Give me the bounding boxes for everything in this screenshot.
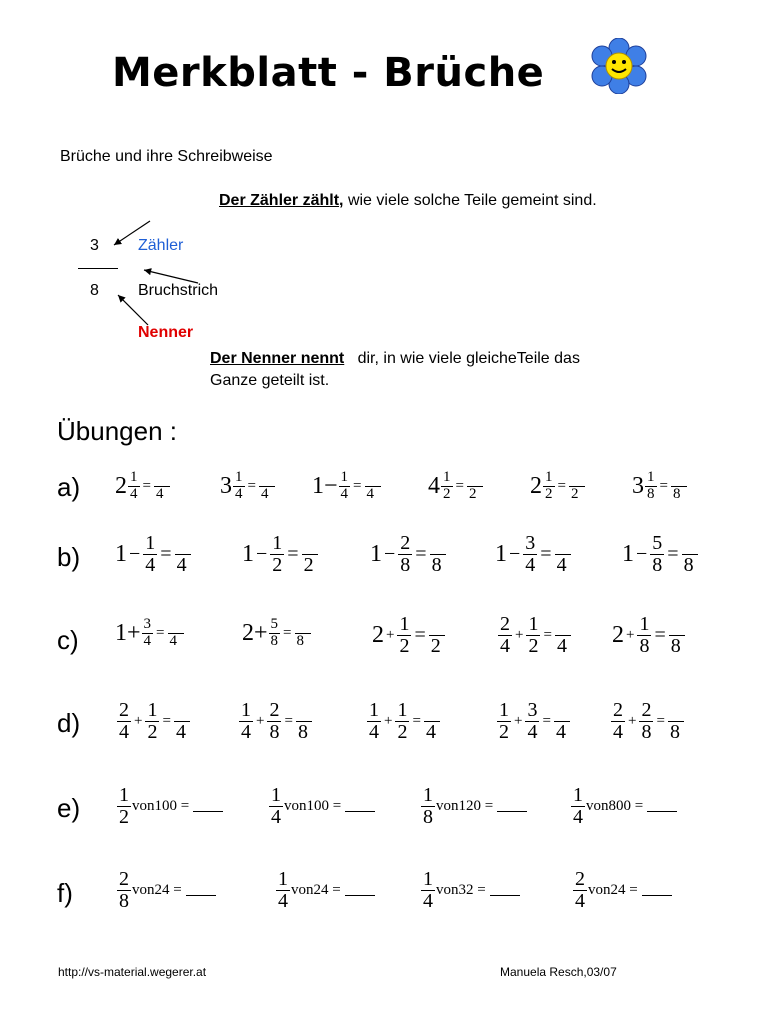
zaehler-text: wie viele solche Teile gemeint sind. bbox=[347, 192, 597, 209]
arrow-to-bar bbox=[144, 270, 198, 283]
exercise-d3: $\frac{1}{4}$ + $\frac{1}{2}$ = 4 bbox=[366, 700, 441, 743]
exercise-c1: 1+ $\frac{3}{4}$ = 4 bbox=[115, 617, 185, 650]
exercises-heading: Übungen : bbox=[57, 416, 177, 446]
flower-smiley-icon bbox=[588, 38, 650, 94]
example-denominator: 8 bbox=[90, 282, 99, 299]
exercise-e3: $\frac{1}{8}$ von120 = bbox=[420, 785, 527, 828]
exercise-a6: 3 $\frac{1}{8}$ = 8 bbox=[632, 470, 688, 503]
exercise-e2: $\frac{1}{4}$ von100 = bbox=[268, 785, 375, 828]
row-label-d: d) bbox=[57, 708, 81, 738]
arrow-to-denominator bbox=[118, 295, 148, 325]
label-bruchstrich: Bruchstrich bbox=[138, 282, 219, 299]
nenner-text-2: Ganze geteilt ist. bbox=[210, 372, 330, 389]
exercise-b3: 1 − $\frac{2}{8}$ = 8 bbox=[370, 533, 447, 576]
exercise-b4: 1 − $\frac{3}{4}$ = 4 bbox=[495, 533, 572, 576]
zaehler-bold: Der Zähler zählt, bbox=[219, 192, 344, 209]
exercise-f2: $\frac{1}{4}$ von24 = bbox=[275, 869, 375, 912]
page-title: Merkblatt - Brüche bbox=[112, 50, 545, 96]
row-label-a: a) bbox=[57, 472, 81, 502]
label-zaehler: Zähler bbox=[138, 237, 184, 254]
nenner-bold: Der Nenner nennt bbox=[210, 350, 345, 367]
exercise-a3: 1− $\frac{1}{4}$ = 4 bbox=[312, 470, 382, 503]
exercise-a2: 3 $\frac{1}{4}$ = 4 bbox=[220, 470, 276, 503]
footer-author: Manuela Resch,03/07 bbox=[500, 965, 617, 979]
exercise-a4: 4 $\frac{1}{2}$ = 2 bbox=[428, 470, 484, 503]
exercise-e4: $\frac{1}{4}$ von800 = bbox=[570, 785, 677, 828]
label-nenner: Nenner bbox=[138, 324, 194, 341]
arrows-diagram bbox=[100, 215, 210, 335]
subtitle: Brüche und ihre Schreibweise bbox=[60, 148, 273, 165]
exercise-c2: 2+ $\frac{5}{8}$ = 8 bbox=[242, 617, 312, 650]
nenner-explanation bbox=[210, 348, 580, 392]
footer-url: http://vs-material.wegerer.at bbox=[58, 965, 207, 979]
row-label-e: e) bbox=[57, 793, 81, 823]
exercise-a5: 2 $\frac{1}{2}$ = 2 bbox=[530, 470, 586, 503]
row-label-b: b) bbox=[57, 542, 81, 572]
exercise-c5: 2 + $\frac{1}{8}$ = 8 bbox=[612, 614, 686, 657]
exercise-f4: $\frac{2}{4}$ von24 = bbox=[572, 869, 672, 912]
arrow-to-numerator bbox=[114, 221, 150, 245]
exercise-e1: $\frac{1}{2}$ von100 = bbox=[116, 785, 223, 828]
exercise-c3: 2 + $\frac{1}{2}$ = 2 bbox=[372, 614, 446, 657]
row-label-c: c) bbox=[57, 625, 79, 655]
exercise-d4: $\frac{1}{2}$ + $\frac{3}{4}$ = 4 bbox=[496, 700, 571, 743]
exercise-d5: $\frac{2}{4}$ + $\frac{2}{8}$ = 8 bbox=[610, 700, 685, 743]
exercise-d1: $\frac{2}{4}$ + $\frac{1}{2}$ = 4 bbox=[116, 700, 191, 743]
nenner-text-1: dir, in wie viele gleicheTeile das bbox=[357, 350, 580, 367]
example-numerator: 3 bbox=[90, 237, 99, 254]
exercise-b1: 1 − $\frac{1}{4}$ = 4 bbox=[115, 533, 192, 576]
exercise-f1: $\frac{2}{8}$ von24 = bbox=[116, 869, 216, 912]
exercise-b5: 1 − $\frac{5}{8}$ = 8 bbox=[622, 533, 699, 576]
row-label-f: f) bbox=[57, 878, 73, 908]
zaehler-explanation bbox=[219, 192, 597, 210]
exercise-f3: $\frac{1}{4}$ von32 = bbox=[420, 869, 520, 912]
exercise-d2: $\frac{1}{4}$ + $\frac{2}{8}$ = 8 bbox=[238, 700, 313, 743]
exercise-a1: 2 $\frac{1}{4}$ = 4 bbox=[115, 470, 171, 503]
exercise-c4: $\frac{2}{4}$ + $\frac{1}{2}$ = 4 bbox=[497, 614, 572, 657]
exercise-b2: 1 − $\frac{1}{2}$ = 2 bbox=[242, 533, 319, 576]
